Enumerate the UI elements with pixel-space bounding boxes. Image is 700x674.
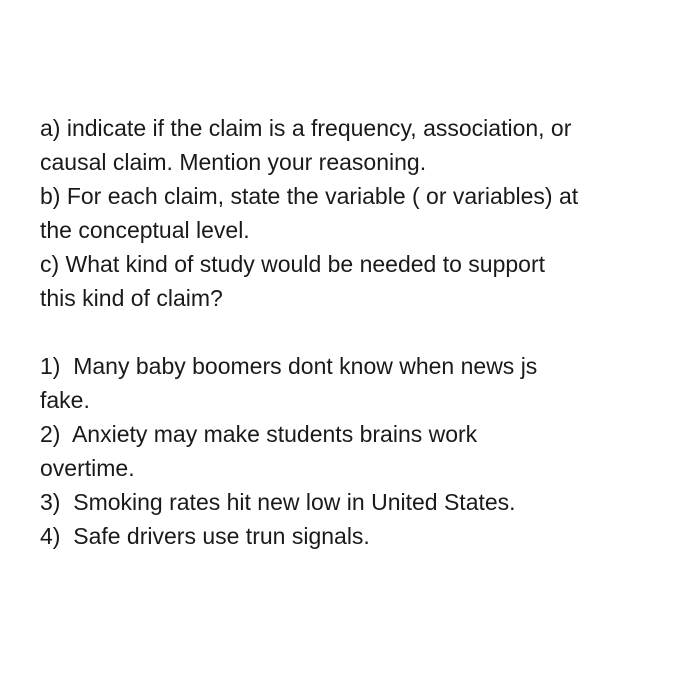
text-line: 2) Anxiety may make students brains work: [40, 421, 478, 447]
claim-1: [40, 349, 680, 417]
text-line: b) For each claim, state the variable ( or variables) at: [40, 183, 579, 209]
text-line: 1) Many baby boomers dont know when news js: [40, 353, 538, 379]
claim-2: [40, 417, 680, 485]
claim-4: [40, 519, 680, 553]
text-line: c) What kind of study would be needed to support: [40, 251, 546, 277]
text-line: 3) Smoking rates hit new low in United States.: [40, 489, 516, 515]
paragraph-gap: [40, 315, 680, 349]
document-text: [40, 111, 680, 553]
text-line: causal claim. Mention your reasoning.: [40, 149, 427, 175]
text-line: this kind of claim?: [40, 285, 223, 311]
text-line: overtime.: [40, 455, 135, 481]
instruction-c: [40, 247, 680, 315]
text-line: the conceptual level.: [40, 217, 250, 243]
text-line: fake.: [40, 387, 90, 413]
text-line: a) indicate if the claim is a frequency, association, or: [40, 115, 572, 141]
claim-3: [40, 485, 680, 519]
instruction-b: [40, 179, 680, 247]
text-line: 4) Safe drivers use trun signals.: [40, 523, 370, 549]
instruction-a: [40, 111, 680, 179]
